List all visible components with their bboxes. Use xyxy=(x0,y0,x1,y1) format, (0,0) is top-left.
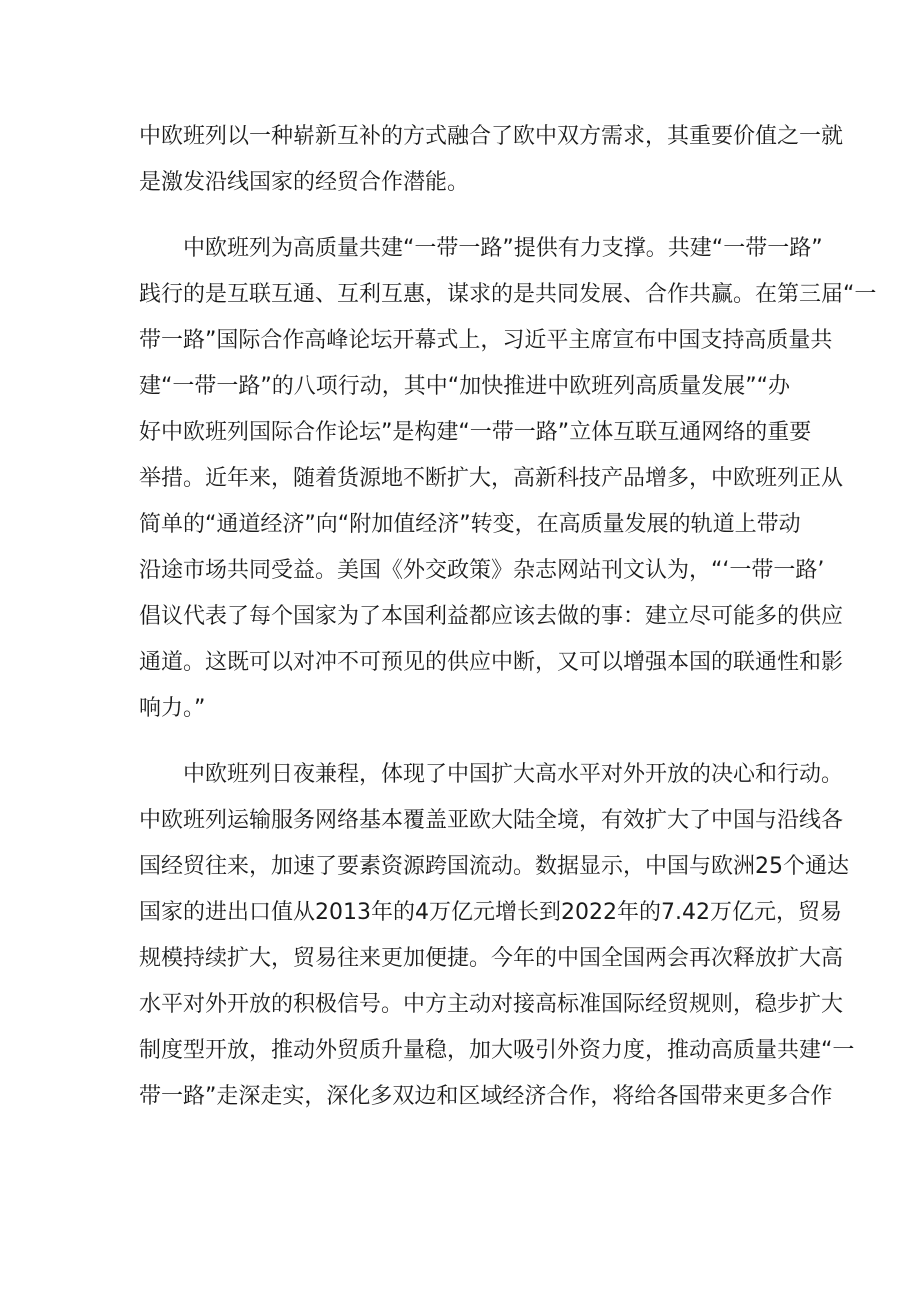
paragraph-2-line-5: 好中欧班列国际合作论坛”是构建“一带一路”立体互联互通网络的重要 xyxy=(139,420,812,445)
paragraph-1-line-2: 是激发沿线国家的经贸合作潜能。 xyxy=(139,170,470,195)
paragraph-3-line-5: 规模持续扩大，贸易往来更加便捷。今年的中国全国两会再次释放扩大高 xyxy=(139,946,844,971)
paragraph-2-line-4: 建“一带一路”的八项行动，其中“加快推进中欧班列高质量发展”“办 xyxy=(139,374,790,399)
paragraph-2-line-11: 响力。” xyxy=(139,696,206,721)
paragraph-2-line-6: 举措。近年来，随着货源地不断扩大，高新科技产品增多，中欧班列正从 xyxy=(139,466,844,491)
paragraph-2-line-3: 带一路”国际合作高峰论坛开幕式上，习近平主席宣布中国支持高质量共 xyxy=(139,328,833,353)
paragraph-2-line-10: 通道。这既可以对冲不可预见的供应中断，又可以增强本国的联通性和影 xyxy=(139,650,844,675)
paragraph-2-line-7: 简单的“通道经济”向“附加值经济”转变，在高质量发展的轨道上带动 xyxy=(139,512,801,537)
paragraph-2-line-8: 沿途市场共同受益。美国《外交政策》杂志网站刊文认为，“‘一带一路’ xyxy=(139,558,825,583)
paragraph-2-line-1: 中欧班列为高质量共建“一带一路”提供有力支撑。共建“一带一路” xyxy=(183,236,823,261)
paragraph-3-line-8: 带一路”走深走实，深化多双边和区域经济合作，将给各国带来更多合作 xyxy=(139,1084,833,1109)
paragraph-3-line-3: 国经贸往来，加速了要素资源跨国流动。数据显示，中国与欧洲25个通达 xyxy=(139,854,849,879)
paragraph-3-line-1: 中欧班列日夜兼程，体现了中国扩大高水平对外开放的决心和行动。 xyxy=(183,762,844,787)
paragraph-3-line-6: 水平对外开放的积极信号。中方主动对接高标准国际经贸规则，稳步扩大 xyxy=(139,992,844,1017)
paragraph-1-line-1: 中欧班列以一种崭新互补的方式融合了欧中双方需求，其重要价值之一就 xyxy=(139,124,844,149)
paragraph-3-line-2: 中欧班列运输服务网络基本覆盖亚欧大陆全境，有效扩大了中国与沿线各 xyxy=(139,808,844,833)
paragraph-2-line-9: 倡议代表了每个国家为了本国利益都应该去做的事：建立尽可能多的供应 xyxy=(139,604,844,629)
paragraph-3-line-7: 制度型开放，推动外贸质升量稳，加大吸引外资力度，推动高质量共建“一 xyxy=(139,1038,855,1063)
paragraph-2-line-2: 践行的是互联互通、互利互惠，谋求的是共同发展、合作共赢。在第三届“一 xyxy=(139,282,877,307)
paragraph-3-line-4: 国家的进出口值从2013年的4万亿元增长到2022年的7.42万亿元，贸易 xyxy=(139,900,842,925)
